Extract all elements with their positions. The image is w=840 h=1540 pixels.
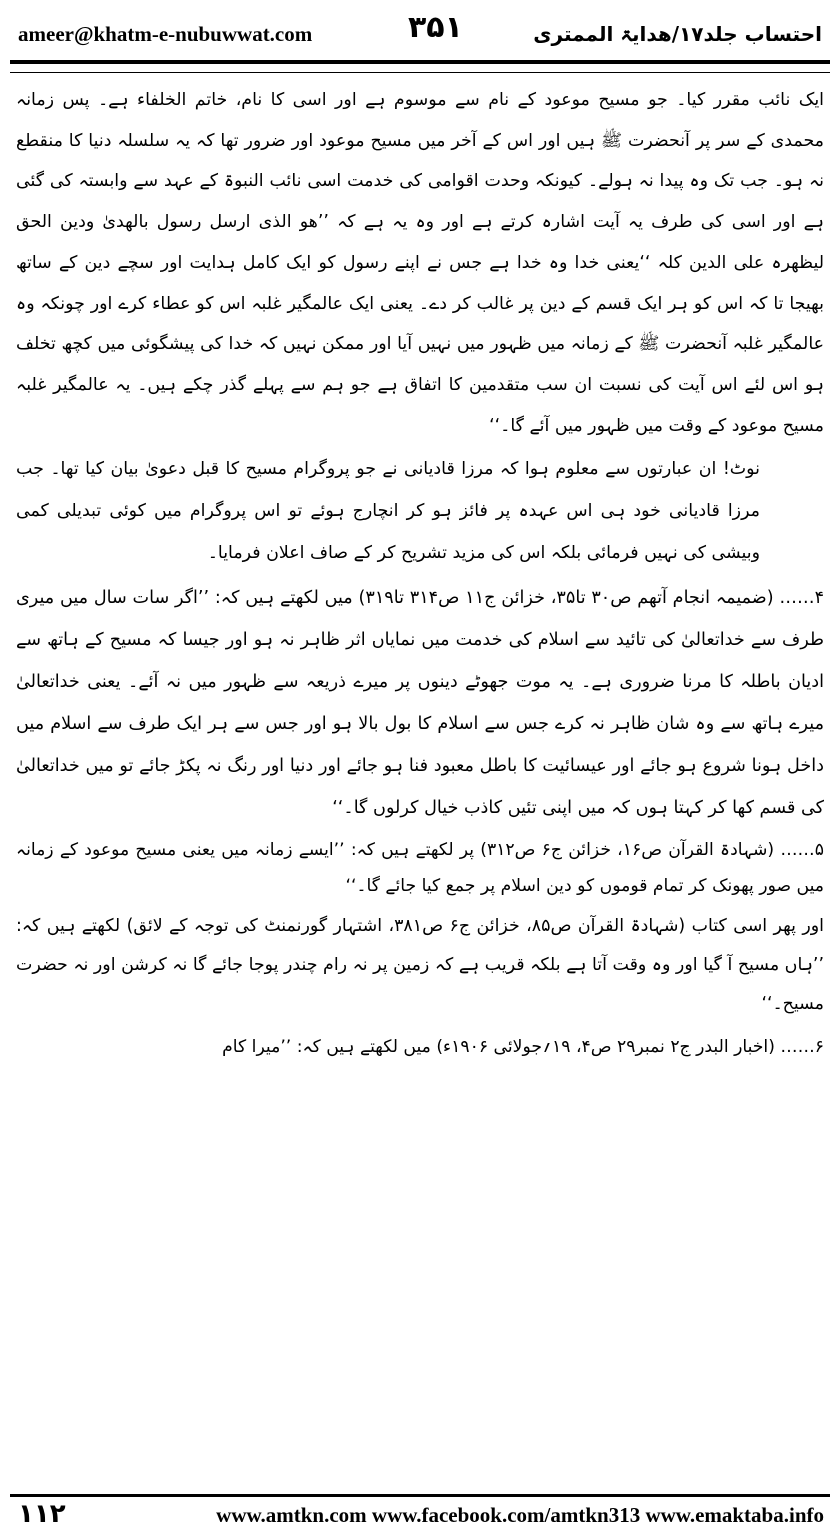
paragraph-note: نوٹ! ان عبارتوں سے معلوم ہوا کہ مرزا قادیانی نے جو پروگرام مسیح کا قبل دعویٰ بیان کیا تھا۔ جب مرزا قادیانی خود ہی اس عہدہ پر فائز ہو کر انچارج ہوئے تو اس پروگرام میں کوئی تبدیلی کمی وبیشی کی نہیں فرمائی بلکہ اس کی مزید تشریح کر کے صاف اعلان فرمایا۔ [16,459,760,563]
footer-page-number: ۱۱۲ [18,1499,66,1529]
paragraph-reference-6: ۶…… (اخبار البدر ج۲ نمبر۲۹ ص۴، ۱۹؍جولائی ۱۹۰۶ء) میں لکھتے ہیں کہ: ’’میرا کام [222,1037,824,1058]
header-book-title: احتساب جلد۱۷/ھدایۃ الممتری [533,22,822,46]
footer-links: www.amtkn.com www.facebook.com/amtkn313 www.emaktaba.info [216,1503,824,1527]
paragraph-quote-continuation: ایک نائب مقرر کیا۔ جو مسیح موعود کے نام سے موسوم ہے اور اسی کا نام، خاتم الخلفاء ہے۔ پس زمانہ محمدی کے سر پر آنحضرت ﷺ ہیں اور اس کے آخر میں مسیح موعود اور ضرور تھا کہ یہ سلسلہ دنیا کا منقطع نہ ہو۔ جب تک وہ پیدا نہ ہولے۔ کیونکہ وحدت اقوامی کی خدمت اسی نائب النبوۃ کے عہد سے وابستہ کی گئی ہے اور اسی کی طرف یہ آیت اشارہ کرتے ہے اور وہ یہ ہے کہ ’’ھو الذی ارسل رسول بالھدیٰ ودین الحق لیظھرہ علی الدین کلہ ‘‘یعنی خدا وہ خدا ہے جس نے اپنے رسول کو ایک کامل ہدایت اور سچے دین کے ساتھ بھیجا تا کہ اس کو ہر ایک قسم کے دین پر غالب کر دے۔ یعنی ایک عالمگیر غلبہ اس کو عطاء کرے اور چونکہ وہ عالمگیر غلبہ آنحضرت ﷺ کے زمانہ میں ظہور میں نہیں آیا اور ممکن نہیں کہ خدا کی پیشگوئی میں کچھ تخلف ہو اس لئے اس آیت کی نسبت ان سب متقدمین کا اتفاق ہے جو ہم سے پہلے گذر چکے ہیں۔ یہ عالمگیر غلبہ مسیح موعود کے وقت میں ظہور میں آئے گا۔‘‘ [16,90,824,436]
paragraph-reference-5: ۵…… (شہادۃ القرآن ص۱۶، خزائن ج۶ ص۳۱۲) پر لکھتے ہیں کہ: ’’ایسے زمانہ میں یعنی مسیح موعود کے زمانہ میں صور پھونک کر تمام قوموں کو دین اسلام پر جمع کیا جائے گا۔‘‘ [16,840,824,897]
header-email: ameer@khatm-e-nubuwwat.com [18,21,313,46]
paragraph-reference-4: ۴…… (ضمیمہ انجام آتھم ص۳۰ تا۳۵، خزائن ج۱۱ ص۳۱۴ تا۳۱۹) میں لکھتے ہیں کہ: ’’اگر سات سال میں میری طرف سے خداتعالیٰ کی تائید سے اسلام کی خدمت میں نمایاں اثر ظاہر نہ ہو اور جیسا کہ مسیح کے ہاتھ سے ادیان باطلہ کا مرنا ضروری ہے۔ یہ موت جھوٹے دینوں پر میرے ذریعہ سے ظہور میں نہ آئے۔ یعنی خداتعالیٰ میرے ہاتھ سے وہ شان ظاہر نہ کرے جس سے اسلام کا بول بالا ہو اور جس سے ہر ایک طرف سے اسلام میں داخل ہونا شروع ہو جائے اور عیسائیت کا باطل معبود فنا ہو جائے اور دنیا اور رنگ نہ پکڑ جائے تو میں خداتعالیٰ کی قسم کھا کر کہتا ہوں کہ میں اپنی تئیں کاذب خیال کرلوں گا۔‘‘ [16,588,825,819]
header-divider [10,60,830,73]
header-page-number: ۳۵۱ [408,10,463,45]
page-header [18,12,822,56]
page-body [16,80,824,1480]
page-footer [10,1494,830,1537]
paragraph-reference-shahadat: اور پھر اسی کتاب (شہادۃ القرآن ص۸۵، خزائن ج۶ ص۳۸۱، اشتہار گورنمنٹ کی توجہ کے لائق) لکھتے ہیں کہ: ’’ہاں مسیح آ گیا اور وہ وقت آتا ہے بلکہ قریب ہے کہ زمین پر نہ رام چندر پوجا جائے گا نہ کرشن اور نہ حضرت مسیح۔‘‘ [16,916,825,1015]
